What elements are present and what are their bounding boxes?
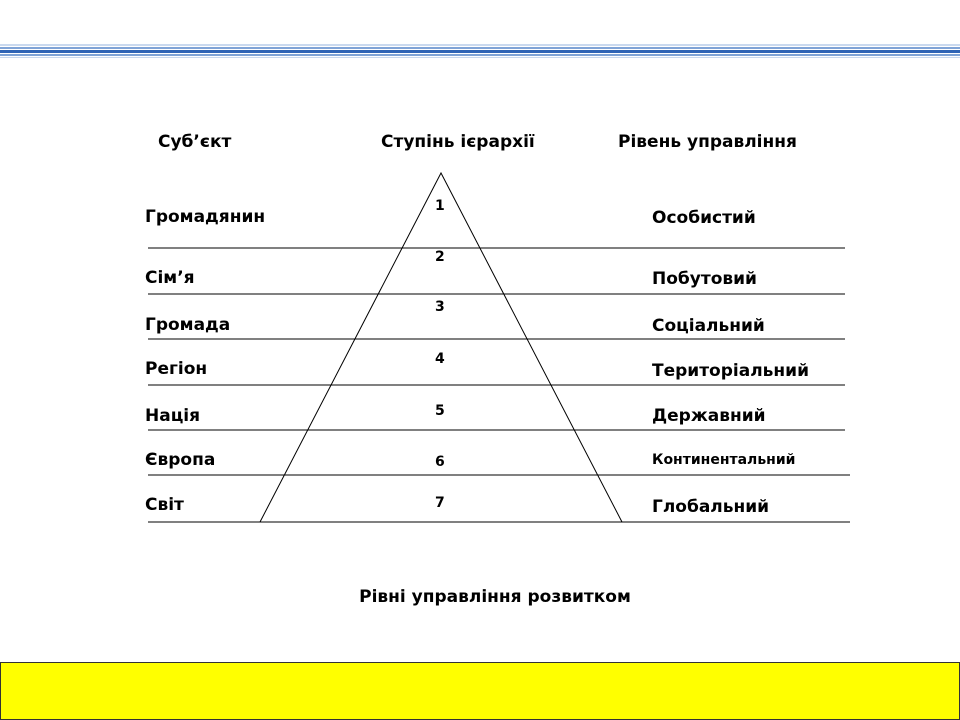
hierarchy-degree-number: 3: [435, 299, 445, 315]
header-hierarchy-degree: Ступінь ієрархії: [381, 132, 535, 152]
subject-label: Громада: [145, 315, 231, 335]
subject-label: Регіон: [145, 359, 208, 379]
hierarchy-degree-number: 5: [435, 403, 445, 419]
subject-label: Європа: [145, 450, 216, 470]
hierarchy-degree-number: 6: [435, 454, 445, 470]
footer-bar: [0, 662, 960, 720]
management-level-label: Державний: [652, 406, 766, 426]
management-level-label: Соціальний: [652, 316, 765, 336]
header-subject: Суб’єкт: [158, 132, 232, 152]
header-management-level: Рівень управління: [618, 132, 797, 152]
diagram-caption: Рівні управління розвитком: [359, 587, 631, 607]
hierarchy-degree-number: 1: [435, 198, 445, 214]
management-level-label: Територіальний: [652, 361, 809, 381]
management-level-label: Побутовий: [652, 269, 757, 289]
subject-label: Сім’я: [145, 268, 195, 288]
hierarchy-degree-number: 2: [435, 249, 445, 265]
hierarchy-degree-number: 7: [435, 495, 445, 511]
subject-label: Світ: [145, 495, 184, 515]
subject-label: Громадянин: [145, 207, 266, 227]
management-level-label: Особистий: [652, 208, 756, 228]
hierarchy-degree-number: 4: [435, 351, 445, 367]
subject-label: Нація: [145, 406, 201, 426]
management-level-label: Континентальний: [652, 452, 796, 468]
row-divider-lines: [148, 248, 850, 522]
management-level-label: Глобальний: [652, 497, 770, 517]
